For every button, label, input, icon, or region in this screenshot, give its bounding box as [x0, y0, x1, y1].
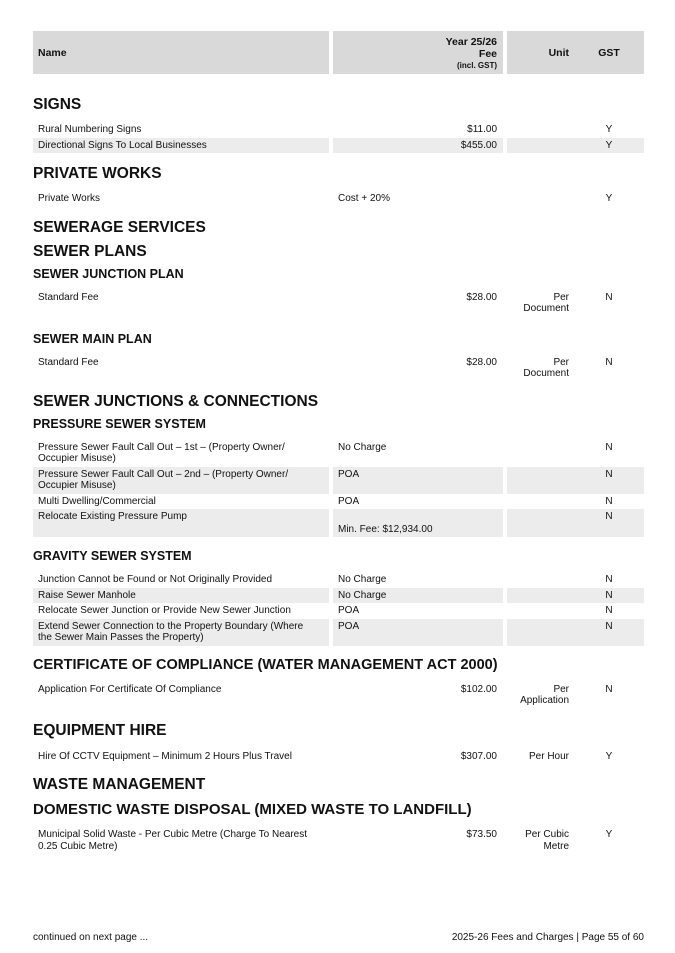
row-fee: POA: [333, 619, 503, 646]
row-unit: [507, 467, 574, 494]
row-unit: [507, 588, 574, 604]
row-name: Standard Fee: [38, 356, 99, 368]
table-row: [33, 355, 644, 382]
section-title-waste: WASTE MANAGEMENT: [33, 776, 206, 793]
row-name: Pressure Sewer Fault Call Out – 2nd – (Property Owner/ Occupier Misuse): [33, 467, 329, 494]
table-row: [33, 440, 644, 467]
row-name: Private Works: [38, 193, 101, 204]
table-row: [33, 138, 644, 154]
row-name: Municipal Solid Waste - Per Cubic Metre (Charge To Nearest 0.25 Cubic Metre): [38, 829, 307, 852]
table-header: [33, 31, 644, 74]
row-fee: No Charge: [338, 574, 387, 585]
row-gst: N: [605, 495, 613, 507]
row-unit: Per Cubic Metre: [525, 829, 569, 852]
header-unit: Unit: [507, 31, 574, 74]
row-unit: [507, 603, 574, 619]
fees-document: [33, 31, 644, 854]
row-unit: Per Hour: [528, 750, 569, 762]
row-name: Relocate Existing Pressure Pump: [33, 509, 329, 537]
continued-note: continued on next page ...: [33, 932, 149, 943]
table-row: [33, 509, 644, 537]
row-gst: N: [574, 509, 644, 537]
row-gst: Y: [574, 138, 644, 154]
subsection-title-junction-plan: SEWER JUNCTION PLAN: [33, 266, 184, 281]
table-row: [33, 191, 644, 207]
row-gst: Y: [605, 124, 613, 135]
row-unit: Per Application: [520, 683, 569, 706]
row-fee: $11.00: [467, 124, 497, 135]
row-name: Junction Cannot be Found or Not Originally Provided: [38, 574, 273, 585]
row-fee: No Charge: [333, 588, 503, 604]
section-title-compliance: CERTIFICATE OF COMPLIANCE (WATER MANAGEMENT ACT 2000): [33, 656, 498, 673]
section-title-signs: SIGNS: [33, 96, 82, 113]
header-fee-year: Year 25/26: [445, 35, 497, 48]
table-row: [33, 749, 644, 765]
row-fee: POA: [338, 495, 360, 507]
row-fee: $102.00: [460, 683, 497, 695]
row-unit: [507, 572, 574, 588]
table-row: [33, 619, 644, 646]
row-unit: [507, 494, 574, 510]
row-unit: [507, 191, 574, 207]
header-fee: [333, 31, 503, 74]
row-unit: [507, 509, 574, 537]
row-fee: No Charge: [338, 441, 387, 453]
row-gst: N: [574, 588, 644, 604]
header-fee-label: Fee: [478, 47, 497, 60]
subsection-title-pressure: PRESSURE SEWER SYSTEM: [33, 416, 206, 431]
header-fee-gst-note: (incl. GST): [457, 60, 497, 70]
table-row: [33, 588, 644, 604]
row-unit: [507, 619, 574, 646]
section-title-sewer-plans: SEWER PLANS: [33, 242, 147, 260]
row-fee: $307.00: [460, 750, 497, 762]
section-title-junctions: SEWER JUNCTIONS & CONNECTIONS: [33, 392, 319, 410]
table-row: [33, 682, 644, 709]
row-fee: $28.00: [466, 356, 497, 368]
row-gst: N: [574, 467, 644, 494]
row-fee: POA: [333, 467, 503, 494]
section-title-equipment: EQUIPMENT HIRE: [33, 721, 167, 739]
row-name: Multi Dwelling/Commercial: [38, 495, 156, 507]
row-gst: N: [605, 291, 613, 303]
row-name: Application For Certificate Of Compliance: [38, 683, 222, 695]
row-unit: Per Document: [523, 291, 569, 314]
row-gst: N: [605, 356, 613, 368]
row-unit: [507, 122, 574, 138]
row-gst: Y: [605, 829, 613, 840]
table-row: [33, 122, 644, 138]
table-row: [33, 603, 644, 619]
row-gst: N: [605, 683, 613, 695]
header-gst: GST: [574, 31, 644, 74]
row-unit: [507, 138, 574, 154]
row-fee: $28.00: [466, 291, 497, 303]
row-unit: Per Document: [523, 356, 569, 379]
row-gst: Y: [605, 750, 613, 762]
table-row: [33, 494, 644, 510]
page-footer: [33, 932, 644, 943]
row-name: Pressure Sewer Fault Call Out – 1st – (Property Owner/ Occupier Misuse): [38, 441, 285, 464]
row-gst: N: [574, 619, 644, 646]
table-row: [33, 572, 644, 588]
row-name: Directional Signs To Local Businesses: [33, 138, 329, 154]
table-row: [33, 290, 644, 317]
row-fee: POA: [338, 605, 360, 616]
row-name: Rural Numbering Signs: [38, 124, 142, 135]
row-fee: Min. Fee: $12,934.00: [333, 509, 503, 537]
header-name: Name: [33, 31, 329, 74]
row-name: Relocate Sewer Junction or Provide New Sewer Junction: [38, 605, 291, 616]
row-fee: Cost + 20%: [338, 193, 390, 204]
row-gst: N: [605, 574, 613, 585]
row-gst: N: [605, 605, 613, 616]
section-title-domestic-waste: DOMESTIC WASTE DISPOSAL (MIXED WASTE TO LANDFILL): [33, 801, 472, 818]
row-name: Standard Fee: [38, 291, 99, 303]
row-fee: $455.00: [333, 138, 503, 154]
row-name: Extend Sewer Connection to the Property Boundary (Where the Sewer Main Passes the Property): [33, 619, 329, 646]
row-name: Raise Sewer Manhole: [33, 588, 329, 604]
row-gst: N: [605, 441, 613, 453]
row-fee: $73.50: [466, 829, 497, 840]
table-row: [33, 467, 644, 494]
page-number: 2025-26 Fees and Charges | Page 55 of 60: [451, 932, 644, 943]
section-title-sewerage: SEWERAGE SERVICES: [33, 218, 206, 236]
subsection-title-main-plan: SEWER MAIN PLAN: [33, 331, 152, 346]
section-title-private-works: PRIVATE WORKS: [33, 165, 162, 182]
row-name: Hire Of CCTV Equipment – Minimum 2 Hours Plus Travel: [38, 750, 292, 762]
row-gst: Y: [605, 193, 613, 204]
table-row: [33, 827, 644, 854]
subsection-title-gravity: GRAVITY SEWER SYSTEM: [33, 549, 192, 563]
row-unit: [507, 440, 574, 467]
